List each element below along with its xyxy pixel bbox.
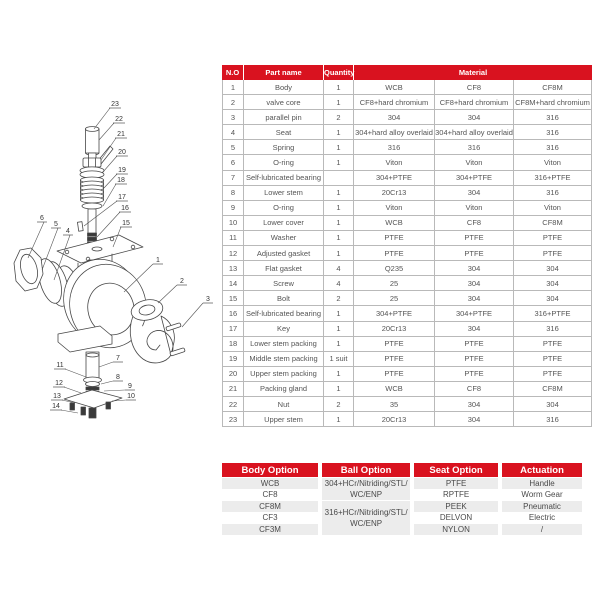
table-row (222, 231, 592, 246)
table-cell: 304+hard alloy overlaid (435, 125, 514, 140)
table-cell: 1 (324, 216, 354, 231)
table-row (222, 201, 592, 216)
table-cell: Bolt (244, 291, 324, 306)
table-cell: 1 (324, 337, 354, 352)
table-row (222, 367, 592, 382)
table-cell: WCB (354, 80, 435, 95)
oring-shape (86, 387, 99, 390)
col-header-actuation: Actuation (502, 463, 582, 477)
table-cell: 304 (435, 261, 514, 276)
callout-label: 1 (156, 257, 160, 264)
table-cell: 316 (514, 140, 592, 155)
table-cell: PTFE (514, 231, 592, 246)
callout-label: 9 (128, 383, 132, 390)
table-cell: 22 (222, 397, 244, 412)
table-cell: 5 (222, 140, 244, 155)
table-cell: 316 (514, 110, 592, 125)
callout-label: 21 (117, 131, 125, 138)
table-cell: Viton (354, 201, 435, 216)
table-cell: 304+PTFE (435, 306, 514, 321)
table-cell: 4 (324, 261, 354, 276)
table-cell: WCB (354, 216, 435, 231)
table-cell: 16 (222, 306, 244, 321)
table-row (222, 412, 592, 427)
table-cell: 25 (354, 291, 435, 306)
table-row (222, 276, 592, 291)
table-cell: 6 (222, 155, 244, 170)
col-header-body-option: Body Option (222, 463, 318, 477)
table-cell: 2 (324, 291, 354, 306)
table-cell: CF8M+hard chromium (514, 95, 592, 110)
table-cell: O-ring (244, 201, 324, 216)
table-cell: 12 (222, 246, 244, 261)
table-cell: valve core (244, 95, 324, 110)
actuation-cell: Pneumatic (502, 501, 582, 512)
table-cell: Seat (244, 125, 324, 140)
table-cell: 304 (514, 276, 592, 291)
table-cell: 4 (222, 125, 244, 140)
table-cell: Adjusted gasket (244, 246, 324, 261)
table-row (222, 186, 592, 201)
table-cell: 20Cr13 (354, 412, 435, 427)
table-cell: 19 (222, 352, 244, 367)
table-cell: PTFE (354, 231, 435, 246)
actuation-cell: Handle (502, 478, 582, 489)
callout-label: 16 (121, 205, 129, 212)
table-row (222, 80, 592, 95)
table-cell: parallel pin (244, 110, 324, 125)
table-cell: 18 (222, 337, 244, 352)
callout-label: 4 (66, 228, 70, 235)
table-cell: 304+PTFE (354, 171, 435, 186)
table-cell: Viton (435, 155, 514, 170)
table-cell: 1 (324, 367, 354, 382)
callout-label: 12 (55, 380, 63, 387)
callout-label: 18 (117, 177, 125, 184)
table-cell: O-ring (244, 155, 324, 170)
table-cell: 2 (222, 95, 244, 110)
table-cell: 304 (514, 397, 592, 412)
table-cell: 304 (435, 412, 514, 427)
table-cell: 10 (222, 216, 244, 231)
table-cell: 1 (324, 382, 354, 397)
table-cell: CF8+hard chromium (354, 95, 435, 110)
valve-core-shape (130, 316, 174, 363)
table-cell: 9 (222, 201, 244, 216)
callout-label: 13 (53, 393, 61, 400)
col-header-quantity: Quantity (324, 65, 354, 80)
actuation-cell: / (502, 524, 582, 535)
table-cell: Upper stem (244, 412, 324, 427)
table-cell: Viton (514, 201, 592, 216)
table-cell: Key (244, 322, 324, 337)
table-cell: 11 (222, 231, 244, 246)
key-shape (77, 222, 83, 232)
table-row (222, 306, 592, 321)
table-cell: Spring (244, 140, 324, 155)
table-cell: CF8 (435, 80, 514, 95)
table-cell: 316+PTFE (514, 306, 592, 321)
table-cell: CF8+hard chromium (435, 95, 514, 110)
table-cell: 1 (324, 306, 354, 321)
ball-option-line: WC/ENP (350, 490, 383, 499)
callout-label: 23 (111, 101, 119, 108)
table-cell: 1 (324, 155, 354, 170)
callout-label: 8 (116, 374, 120, 381)
col-header-ball-option: Ball Option (322, 463, 410, 477)
options-header-row (222, 463, 582, 477)
table-row (222, 125, 592, 140)
table-cell: PTFE (354, 246, 435, 261)
table-cell: Middle stem packing (244, 352, 324, 367)
table-cell: Lower cover (244, 216, 324, 231)
actuation-cell: Electric (528, 513, 556, 523)
table-cell: 316+PTFE (514, 171, 592, 186)
table-cell: Body (244, 80, 324, 95)
table-cell: 304 (435, 276, 514, 291)
table-cell: 1 (324, 186, 354, 201)
table-cell: 23 (222, 412, 244, 427)
options-row (222, 501, 582, 512)
table-cell: 20Cr13 (354, 186, 435, 201)
ball-option-line: 304+HCr/Nitriding/STL/ (324, 479, 408, 488)
body-option-cell: CF8M (222, 501, 318, 512)
table-cell: 304+PTFE (354, 306, 435, 321)
table-cell: 15 (222, 291, 244, 306)
callout-label: 19 (118, 167, 126, 174)
table-row (222, 382, 592, 397)
table-cell: 8 (222, 186, 244, 201)
table-cell: Viton (514, 155, 592, 170)
lower-packing-shape (82, 203, 102, 209)
callout-label: 11 (56, 362, 64, 369)
table-row (222, 352, 592, 367)
table-row (222, 337, 592, 352)
table-cell: Lower stem packing (244, 337, 324, 352)
parts-table-body (222, 80, 592, 427)
table-cell: PTFE (435, 367, 514, 382)
table-cell: 1 (324, 125, 354, 140)
parts-table (222, 65, 592, 427)
table-cell: PTFE (435, 337, 514, 352)
table-row (222, 397, 592, 412)
parts-table-header-row (222, 65, 592, 80)
table-row (222, 140, 592, 155)
table-cell: 304 (435, 110, 514, 125)
spring-shape (81, 177, 104, 203)
table-cell: 1 (324, 412, 354, 427)
table-cell: Packing gland (244, 382, 324, 397)
table-cell: 316 (514, 412, 592, 427)
table-row (222, 110, 592, 125)
table-cell: PTFE (435, 352, 514, 367)
callout-label: 22 (115, 116, 123, 123)
table-row (222, 155, 592, 170)
callout-label: 7 (116, 355, 120, 362)
table-cell: 20 (222, 367, 244, 382)
body-option-cell: CF3M (222, 524, 318, 535)
table-cell: 316 (514, 186, 592, 201)
table-cell: 17 (222, 322, 244, 337)
callout-label: 6 (40, 215, 44, 222)
callout-label: 3 (206, 296, 210, 303)
table-cell: 1 (324, 95, 354, 110)
table-cell: PTFE (435, 231, 514, 246)
table-cell: PTFE (354, 337, 435, 352)
table-cell: PTFE (435, 246, 514, 261)
table-cell: 304+hard alloy overlaid (354, 125, 435, 140)
table-cell: 316 (514, 322, 592, 337)
table-row (222, 171, 592, 186)
table-cell: 1 (324, 246, 354, 261)
table-cell: 20Cr13 (354, 322, 435, 337)
table-row (222, 95, 592, 110)
table-cell: 2 (324, 110, 354, 125)
seat-option-cell: PTFE (414, 478, 498, 489)
table-cell: PTFE (514, 337, 592, 352)
table-cell: Self-lubricated bearing (244, 306, 324, 321)
ball-option-line: 316+HCr/Nitriding/STL/ (324, 507, 408, 517)
table-cell: CF8M (514, 80, 592, 95)
table-cell: PTFE (514, 352, 592, 367)
ball-option-cell (322, 501, 410, 535)
bottom-neck-shape (58, 326, 112, 352)
table-cell: 2 (324, 397, 354, 412)
table-cell: 1 (324, 201, 354, 216)
table-cell: 1 (324, 80, 354, 95)
table-cell: CF8M (514, 382, 592, 397)
table-cell: 316 (435, 140, 514, 155)
callout-label: 15 (122, 220, 130, 227)
table-cell: CF8 (435, 216, 514, 231)
table-cell: Upper stem packing (244, 367, 324, 382)
seat-option-cell: RPTFE (442, 490, 470, 500)
lower-stem-shape (86, 352, 99, 378)
table-cell: 304 (435, 291, 514, 306)
table-cell: 316 (354, 140, 435, 155)
body-option-cell: CF8 (262, 490, 278, 500)
table-cell: 316 (514, 125, 592, 140)
seat-option-cell: PEEK (414, 501, 498, 512)
body-option-cell: CF3 (262, 513, 278, 523)
body-option-cell: WCB (222, 478, 318, 489)
table-cell: 4 (324, 276, 354, 291)
table-cell: Q235 (354, 261, 435, 276)
callout-label: 20 (118, 149, 126, 156)
table-cell: PTFE (354, 352, 435, 367)
table-cell (324, 171, 354, 186)
callout-label: 14 (52, 403, 60, 410)
valve-exploded-diagram (0, 90, 222, 450)
table-cell: 304 (435, 322, 514, 337)
ball-option-line: WC/ENP (350, 518, 383, 528)
table-cell: CF8 (435, 382, 514, 397)
options-row (222, 478, 582, 489)
callout-label: 10 (127, 393, 135, 400)
table-cell: Nut (244, 397, 324, 412)
table-cell: 304 (354, 110, 435, 125)
table-cell: Screw (244, 276, 324, 291)
table-cell: 304 (514, 261, 592, 276)
table-cell: Flat gasket (244, 261, 324, 276)
table-cell: 1 (324, 231, 354, 246)
callout-label: 2 (180, 278, 184, 285)
col-header-material: Material (354, 65, 592, 80)
table-cell: Self-lubricated bearing (244, 171, 324, 186)
ball-option-cell (322, 478, 410, 500)
table-cell: 304+PTFE (435, 171, 514, 186)
table-cell: 1 suit (324, 352, 354, 367)
table-row (222, 216, 592, 231)
table-cell: Lower stem (244, 186, 324, 201)
table-cell: 304 (435, 186, 514, 201)
callout-label: 17 (118, 194, 126, 201)
upper-stem-shape (86, 129, 100, 153)
col-header-part-name: Part name (244, 65, 324, 80)
table-cell: WCB (354, 382, 435, 397)
table-cell: 14 (222, 276, 244, 291)
table-cell: PTFE (514, 246, 592, 261)
col-header-no: N.O (222, 65, 244, 80)
table-row (222, 291, 592, 306)
table-row (222, 261, 592, 276)
table-cell: Washer (244, 231, 324, 246)
actuation-cell: Worm Gear (521, 490, 563, 500)
table-cell: 304 (435, 397, 514, 412)
col-header-seat-option: Seat Option (414, 463, 498, 477)
table-cell: PTFE (514, 367, 592, 382)
table-cell: 304 (514, 291, 592, 306)
table-row (222, 322, 592, 337)
table-cell: 7 (222, 171, 244, 186)
table-cell: 25 (354, 276, 435, 291)
table-cell: 13 (222, 261, 244, 276)
table-cell: 1 (324, 140, 354, 155)
options-table (218, 462, 586, 536)
table-cell: Viton (435, 201, 514, 216)
table-cell: 21 (222, 382, 244, 397)
table-cell: 3 (222, 110, 244, 125)
seat-option-cell: NYLON (414, 524, 498, 535)
callout-label: 5 (54, 221, 58, 228)
table-row (222, 246, 592, 261)
table-cell: CF8M (514, 216, 592, 231)
table-cell: PTFE (354, 367, 435, 382)
table-cell: 35 (354, 397, 435, 412)
leader-lines (28, 108, 203, 413)
seat-option-cell: DELVON (439, 513, 473, 523)
table-cell: 1 (324, 322, 354, 337)
table-cell: Viton (354, 155, 435, 170)
table-cell: 1 (222, 80, 244, 95)
